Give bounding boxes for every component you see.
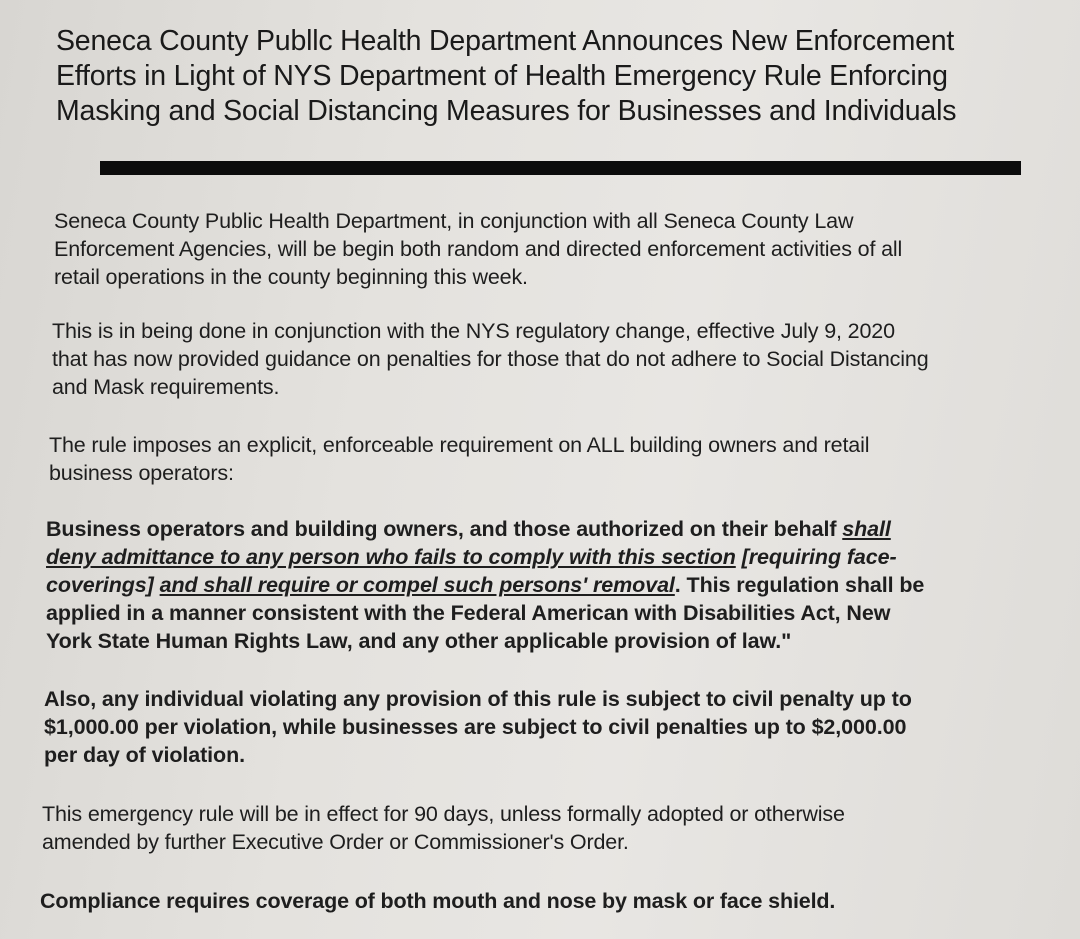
text-line: $1,000.00 per violation, while businesses are subject to civil penalties up to $2,000.00	[44, 715, 907, 739]
text-line: Enforcement Agencies, will be begin both random and directed enforcement activities of all	[54, 237, 903, 261]
text-line	[46, 543, 924, 571]
text-line	[46, 515, 924, 543]
text-line: per day of violation.	[44, 743, 245, 767]
title-line: Seneca County Publlc Health Department Announces New Enforcement	[56, 25, 955, 57]
paragraph-rule-quote	[46, 515, 924, 655]
title-line: Efforts in Light of NYS Department of Health Emergency Rule Enforcing	[56, 60, 948, 92]
text-line: and Mask requirements.	[52, 375, 280, 399]
text-line: that has now provided guidance on penalties for those that do not adhere to Social Distancing	[52, 347, 929, 371]
text-line: Seneca County Public Health Department, in conjunction with all Seneca County Law	[54, 209, 854, 233]
underlined-text: and shall require or compel such persons' removal	[159, 573, 675, 597]
text-line: This emergency rule will be in effect for 90 days, unless formally adopted or otherwise	[42, 802, 845, 826]
text-line: applied in a manner consistent with the Federal American with Disabilities Act, New	[46, 601, 891, 625]
text-segment: Business operators and building owners, and those authorized on their behalf	[46, 517, 843, 541]
text-line: This is in being done in conjunction with the NYS regulatory change, effective July 9, 2020	[52, 319, 895, 343]
text-segment: [requiring face-	[735, 545, 897, 569]
document-title	[56, 24, 1066, 129]
title-line: Masking and Social Distancing Measures for Businesses and Individuals	[56, 95, 957, 127]
text-line: Also, any individual violating any provision of this rule is subject to civil penalty up to	[44, 687, 912, 711]
text-segment: coverings]	[46, 573, 160, 597]
text-line: The rule imposes an explicit, enforceable requirement on ALL building owners and retail	[49, 433, 870, 457]
horizontal-rule	[100, 161, 1021, 175]
underlined-text: deny admittance to any person who fails to comply with this section	[46, 545, 736, 569]
text-segment: . This regulation shall be	[674, 573, 925, 597]
underlined-text: shall	[842, 517, 891, 541]
text-line: York State Human Rights Law, and any other applicable provision of law."	[46, 629, 792, 653]
paragraph-compliance	[40, 887, 835, 915]
text-line	[46, 571, 924, 599]
paragraph-duration	[42, 800, 845, 856]
paragraph-enforcement-intro	[54, 207, 902, 291]
text-line: amended by further Executive Order or Commissioner's Order.	[42, 830, 629, 854]
paragraph-rule-requirement	[49, 431, 869, 487]
text-line: Compliance requires coverage of both mouth and nose by mask or face shield.	[40, 889, 836, 913]
text-line: retail operations in the county beginning this week.	[54, 265, 528, 289]
paragraph-penalties	[44, 685, 912, 769]
text-line: business operators:	[49, 461, 234, 485]
paragraph-regulatory-change	[52, 317, 929, 401]
